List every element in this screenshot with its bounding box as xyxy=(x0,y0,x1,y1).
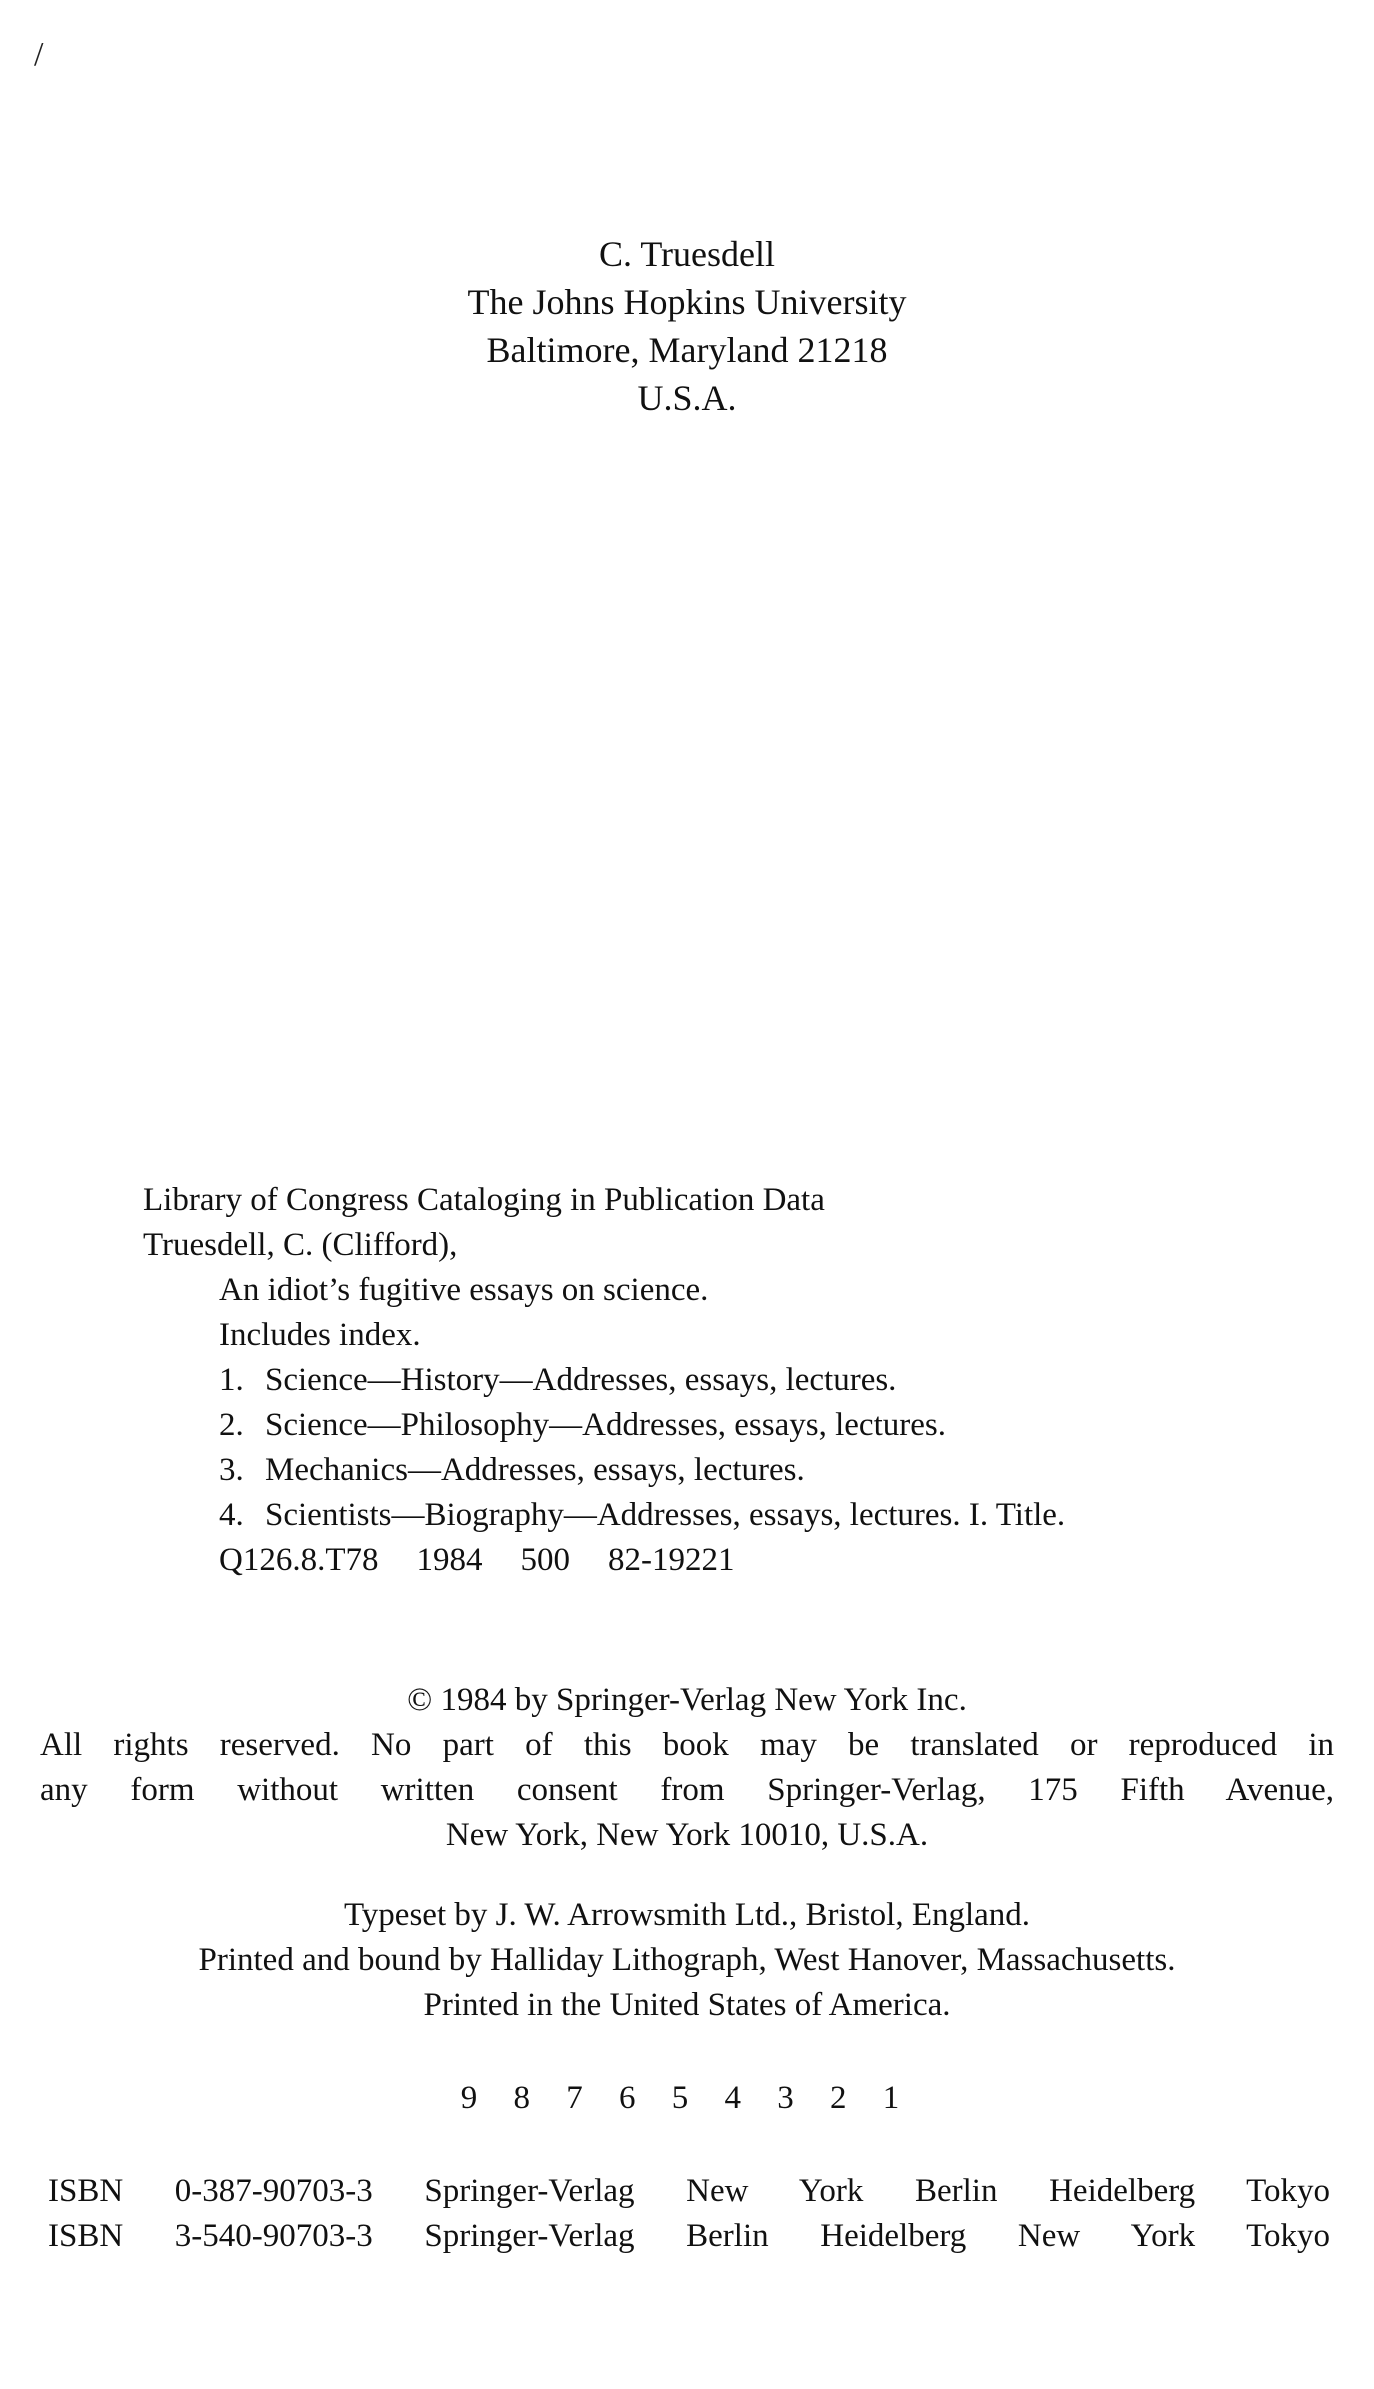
copyright-notice xyxy=(40,1678,1334,1858)
author-country: U.S.A. xyxy=(637,378,737,418)
cip-data xyxy=(143,1178,1293,1583)
call-number-lccn: 82-19221 xyxy=(608,1542,735,1578)
cip-subject-text: Science—Philosophy—Addresses, essays, lectures. xyxy=(265,1407,946,1443)
cip-subject-number: 1. xyxy=(219,1362,244,1398)
call-number-class: Q126.8.T78 xyxy=(219,1542,379,1578)
rights-line: All rights reserved. No part of this book may be translated or reproduced in xyxy=(40,1727,1334,1763)
cip-subject-text: Scientists—Biography—Addresses, essays, lectures. I. Title. xyxy=(265,1497,1066,1533)
corner-mark: / xyxy=(34,36,44,73)
printing-info xyxy=(40,1893,1334,2028)
cip-subject-number: 3. xyxy=(219,1452,244,1488)
cip-subject xyxy=(143,1448,1293,1493)
rights-line: any form without written consent from Springer-Verlag, 175 Fifth Avenue, xyxy=(40,1772,1334,1808)
author-affiliation: The Johns Hopkins University xyxy=(467,282,907,322)
cip-subject xyxy=(143,1493,1293,1538)
cip-subject-text: Science—History—Addresses, essays, lectures. xyxy=(265,1362,897,1398)
cip-subject xyxy=(143,1403,1293,1448)
call-number-year: 1984 xyxy=(416,1542,483,1578)
copyright-line: © 1984 by Springer-Verlag New York Inc. xyxy=(407,1682,967,1718)
cip-call-number xyxy=(143,1538,1293,1583)
cip-heading: Library of Congress Cataloging in Publication Data xyxy=(143,1182,825,1218)
cip-subject-number: 4. xyxy=(219,1497,244,1533)
printing-number-line: 9 8 7 6 5 4 3 2 1 xyxy=(460,2080,914,2116)
isbn-line: ISBN 3-540-90703-3 Springer-Verlag Berlin Heidelberg New York Tokyo xyxy=(48,2218,1330,2254)
cip-author-entry: Truesdell, C. (Clifford), xyxy=(143,1227,458,1263)
cip-note: Includes index. xyxy=(219,1317,421,1353)
isbn-line: ISBN 0-387-90703-3 Springer-Verlag New York Berlin Heidelberg Tokyo xyxy=(48,2173,1330,2209)
typeset-line: Typeset by J. W. Arrowsmith Ltd., Bristol, England. xyxy=(343,1897,1031,1933)
publisher-address-line: New York, New York 10010, U.S.A. xyxy=(445,1817,929,1853)
isbn-block xyxy=(48,2169,1330,2259)
cip-subject-number: 2. xyxy=(219,1407,244,1443)
printed-country-line: Printed in the United States of America. xyxy=(423,1987,951,2023)
cip-subject-text: Mechanics—Addresses, essays, lectures. xyxy=(265,1452,805,1488)
call-number-dewey: 500 xyxy=(520,1542,570,1578)
author-address xyxy=(0,230,1374,422)
author-name: C. Truesdell xyxy=(598,234,776,274)
author-city: Baltimore, Maryland 21218 xyxy=(486,330,888,370)
cip-title: An idiot’s fugitive essays on science. xyxy=(219,1272,709,1308)
cip-subject xyxy=(143,1358,1293,1403)
printed-bound-line: Printed and bound by Halliday Lithograph, West Hanover, Massachusetts. xyxy=(198,1942,1176,1978)
